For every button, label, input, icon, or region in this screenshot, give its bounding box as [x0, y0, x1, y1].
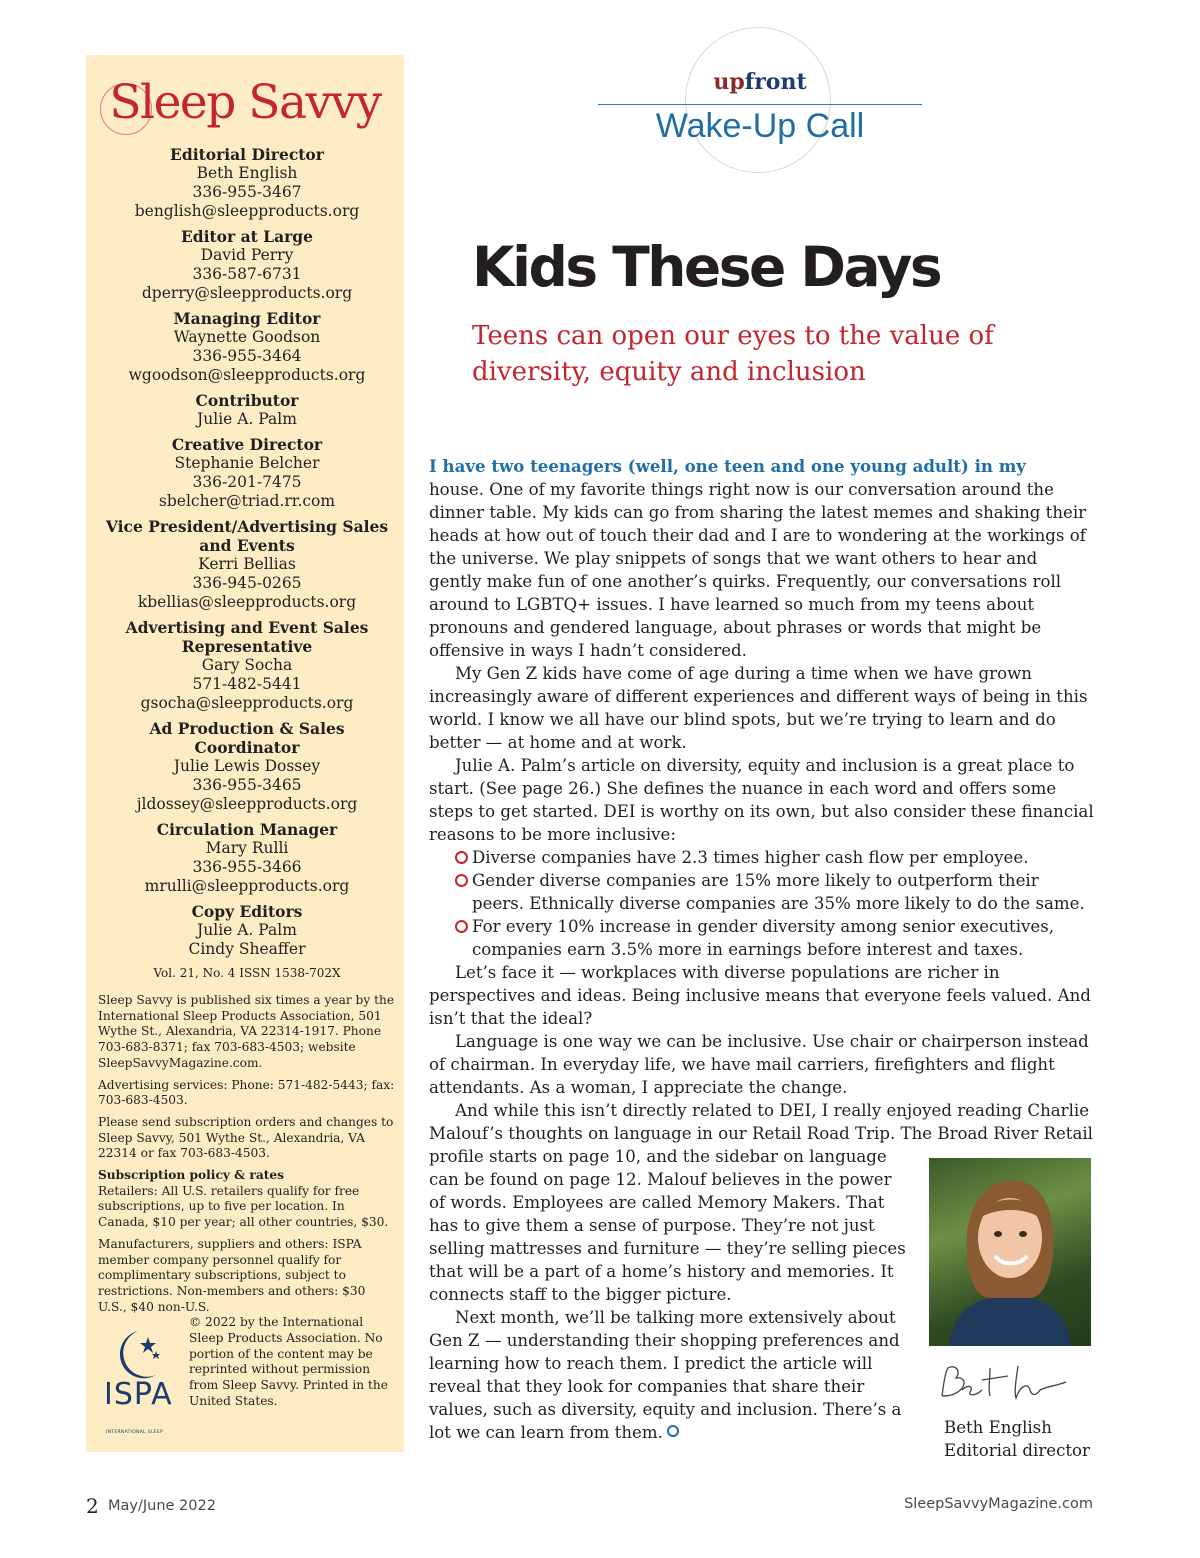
staff-role: Editorial Director — [170, 145, 324, 164]
star-icon — [140, 1337, 156, 1353]
list-item-text: Diverse companies have 2.3 times higher cash flow per employee. — [472, 848, 1029, 867]
volume-issn: Vol. 21, No. 4 ISSN 1538-702X — [153, 966, 341, 980]
circle-bullet-icon — [455, 851, 468, 864]
header-rule — [598, 104, 922, 105]
paragraph-5: Language is one way we can be inclusive. Use chair or chairperson instead of chairman. In everyday life, we have mail carriers, firefighters and flight attendants. As a woman, I appreciate the change. — [429, 1032, 1089, 1097]
staff-entry — [98, 435, 396, 511]
logo-text: Sleep Savvy — [109, 75, 381, 130]
ispa-wordmark: ISPA — [104, 1377, 173, 1413]
list-item — [455, 915, 1095, 961]
ispa-block — [98, 1315, 396, 1465]
author-name: Beth English — [944, 1418, 1052, 1437]
staff-list — [98, 145, 396, 959]
ispa-tagline: INTERNATIONAL SLEEP — [106, 1430, 163, 1436]
staff-detail: 336-955-3466 — [192, 858, 302, 876]
author-photo — [929, 1158, 1091, 1346]
staff-detail: Julie Lewis Dossey — [173, 757, 321, 775]
sleep-savvy-logo — [94, 75, 396, 145]
masthead-sidebar — [86, 55, 404, 1452]
page-number: 2 — [86, 1494, 99, 1518]
subscription-policy — [98, 1168, 396, 1231]
lead-in: I have two teenagers (well, one teen and one young adult) in my — [429, 456, 1026, 476]
list-item-text: Gender diverse companies are 15% more likely to outperform their peers. Ethnically diverse companies are 35% more likely to do the same. — [472, 871, 1085, 913]
manufacturers-policy: Manufacturers, suppliers and others: ISPA member company personnel qualify for complimentary subscriptions, subject to restrictions. Non-members and others: $30 U.S., $40 non-U.S. — [98, 1236, 366, 1314]
staff-role: Contributor — [195, 391, 299, 410]
staff-detail: Kerri Bellias — [198, 555, 296, 573]
staff-role: Vice President/Advertising Sales and Events — [105, 517, 389, 555]
star-icon — [152, 1351, 160, 1359]
staff-detail: 336-955-3467 — [192, 183, 302, 201]
staff-role: Ad Production & Sales Coordinator — [149, 719, 345, 757]
section-title: Wake-Up Call — [655, 107, 865, 145]
paragraph-4: Let’s face it — workplaces with diverse populations are richer in perspectives and ideas. Being inclusive means that everyone feels valued. And isn’t that the ideal? — [429, 963, 1091, 1028]
paragraph-6-continued: can be found on page 12. Malouf believes in the power of words. Employees are called Memory Makers. That has to give them a sense of purpose. They’re not just selling mattresses and furniture — they’re selling pieces that will be a part of a home’s history and memories. It connects staff to the bigger picture. — [429, 1170, 906, 1304]
paragraph-7 — [429, 1306, 909, 1444]
staff-detail: Julie A. Palm — [197, 921, 297, 939]
staff-detail: mrulli@sleepproducts.org — [144, 877, 350, 895]
staff-detail: gsocha@sleepproducts.org — [140, 694, 354, 712]
staff-detail: Gary Socha — [201, 656, 293, 674]
staff-entry — [98, 902, 396, 959]
staff-role: Creative Director — [171, 435, 323, 454]
subscription-orders: Please send subscription orders and changes to Sleep Savvy, 501 Wythe St., Alexandria, VA 22314 or fax 703-683-4503. — [98, 1114, 394, 1161]
subscription-policy-text: Retailers: All U.S. retailers qualify for free subscriptions, up to five per location. In Canada, $10 per year; all other countries, $30. — [98, 1183, 389, 1230]
staff-entry — [98, 391, 396, 429]
staff-role: Advertising and Event Sales Representative — [125, 618, 369, 656]
staff-role: Copy Editors — [191, 902, 303, 921]
paragraph-1-text: house. One of my favorite things right now is our conversation around the dinner table. My kids can go from sharing the latest memes and shaking their heads at how out of touch their dad and I are to wondering at the workings of the universe. We play snippets of songs that we want others to hear and gently make fun of one another’s quirks. Frequently, our conversations roll around to LGBTQ+ issues. I have learned so much from my teens about pronouns and gendered language, about phrases or words that might be offensive in ways I hadn’t considered. — [429, 480, 1087, 660]
list-item-text: For every 10% increase in gender diversity among senior executives, companies earn 3.5% more in earnings before interest and taxes. — [472, 917, 1055, 959]
staff-detail: benglish@sleepproducts.org — [134, 202, 360, 220]
upfront-front: front — [744, 69, 807, 95]
staff-detail: 336-955-3465 — [192, 776, 302, 794]
website-url: SleepSavvyMagazine.com — [904, 1496, 1093, 1512]
list-item — [455, 846, 1095, 869]
staff-detail: jldossey@sleepproducts.org — [136, 795, 358, 813]
staff-entry — [98, 145, 396, 221]
staff-detail: sbelcher@triad.rr.com — [158, 492, 336, 510]
staff-detail: David Perry — [200, 246, 294, 264]
staff-detail: dperry@sleepproducts.org — [141, 284, 353, 302]
end-mark-icon — [667, 1425, 679, 1437]
financial-reasons-list — [429, 846, 1095, 961]
staff-role: Managing Editor — [173, 309, 321, 328]
list-item — [455, 869, 1095, 915]
issue-date: May/June 2022 — [108, 1498, 216, 1514]
staff-detail: Waynette Goodson — [173, 328, 321, 346]
article-subtitle: Teens can open our eyes to the value of diversity, equity and inclusion — [472, 321, 994, 387]
staff-detail: Mary Rulli — [205, 839, 289, 857]
staff-detail: 336-955-3464 — [192, 347, 302, 365]
circle-bullet-icon — [455, 874, 468, 887]
staff-detail: 571-482-5441 — [192, 675, 302, 693]
staff-detail: kbellias@sleepproducts.org — [137, 593, 357, 611]
paragraph-3: Julie A. Palm’s article on diversity, equity and inclusion is a great place to start. (See page 26.) She defines the nuance in each word and offers some steps to get started. DEI is worthy on its own, but also consider these financial reasons to be more inclusive: — [429, 756, 1094, 844]
copyright-notice: © 2022 by the International Sleep Products Association. No portion of the content may be reprinted without permission from Sleep Savvy. Printed in the United States. — [189, 1315, 388, 1408]
publication-info — [98, 993, 396, 1465]
advertising-services: Advertising services: Phone: 571-482-5443; fax: 703-683-4503. — [98, 1077, 395, 1108]
upfront-label — [598, 69, 922, 95]
header-circle-decoration — [685, 27, 831, 173]
staff-entry — [98, 618, 396, 713]
staff-detail: Julie A. Palm — [197, 410, 297, 428]
published-statement: Sleep Savvy is published six times a year by the International Sleep Products Association, 501 Wythe St., Alexandria, VA 22314-1917. Phone 703-683-8371; fax 703-683-4503; website SleepSavvyMagazine.com. — [98, 993, 395, 1070]
paragraph-1 — [429, 455, 1095, 662]
signature-beth-icon — [932, 1360, 1072, 1410]
staff-detail: Beth English — [196, 164, 298, 182]
paragraph-7-text: Next month, we’ll be talking more extensively about Gen Z — understanding their shopping preferences and learning how to reach them. I predict the article will reveal that they look for companies that share their values, such as diversity, equity and inclusion. There’s a lot we can learn from them. — [429, 1308, 902, 1442]
article-title: Kids These Days — [472, 235, 941, 299]
staff-detail: 336-587-6731 — [192, 265, 302, 283]
circle-bullet-icon — [455, 920, 468, 933]
staff-role: Editor at Large — [180, 227, 313, 246]
staff-detail: Stephanie Belcher — [174, 454, 320, 472]
staff-entry — [98, 309, 396, 385]
staff-detail: 336-201-7475 — [192, 473, 302, 491]
paragraph-6-part-a: And while this isn’t directly related to DEI, I really enjoyed reading Charlie Malouf’s thoughts on language in our Retail Road Trip. The Broad River Retail profile starts on page 10, and the sidebar on language — [429, 1101, 1093, 1166]
section-header — [598, 25, 924, 175]
author-title: Editorial director — [944, 1441, 1090, 1460]
staff-detail: Cindy Sheaffer — [188, 940, 306, 958]
staff-detail: wgoodson@sleepproducts.org — [128, 366, 366, 384]
author-signature-block — [944, 1416, 1090, 1462]
staff-detail: 336-945-0265 — [192, 574, 302, 592]
staff-entry — [98, 517, 396, 612]
upfront-up: up — [713, 69, 745, 95]
staff-entry — [98, 227, 396, 303]
subscription-policy-heading: Subscription policy & rates — [98, 1168, 284, 1183]
paragraph-2: My Gen Z kids have come of age during a time when we have grown increasingly aware of different experiences and different ways of being in this world. I know we all have our blind spots, but we’re trying to learn and do better — at home and at work. — [429, 664, 1088, 752]
logo-circle-decoration — [100, 83, 152, 135]
staff-entry — [98, 820, 396, 896]
staff-role: Circulation Manager — [156, 820, 338, 839]
author-portrait-icon — [929, 1158, 1091, 1346]
staff-entry — [98, 719, 396, 814]
